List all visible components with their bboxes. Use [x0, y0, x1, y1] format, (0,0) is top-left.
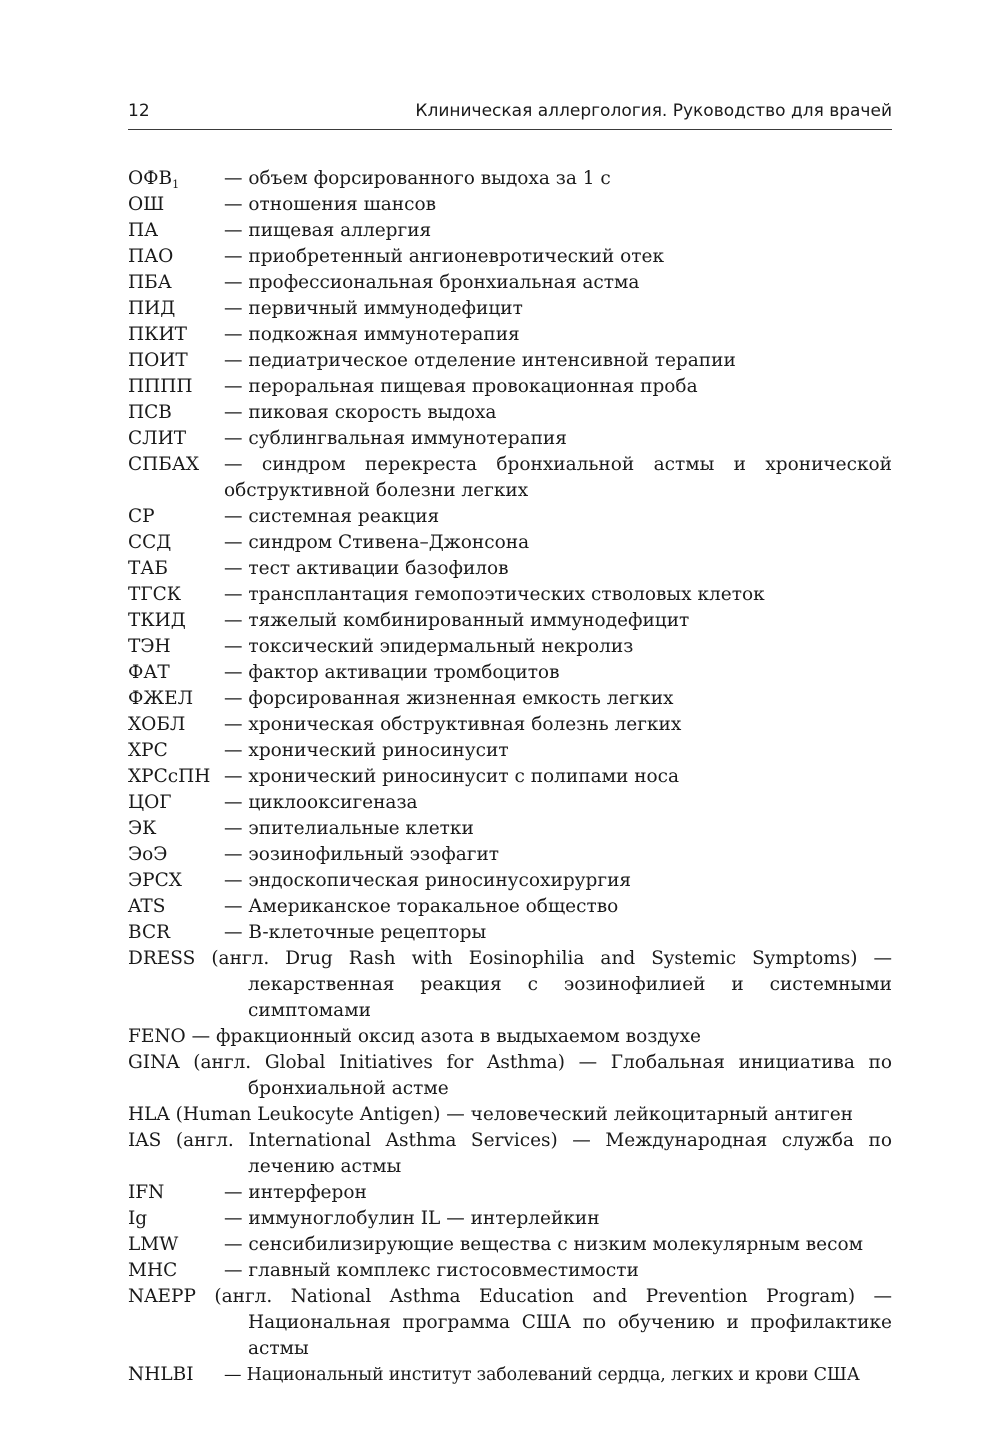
abbreviation: $ОФВ_1$	[128, 168, 180, 191]
abbreviation: ХОБЛ	[128, 714, 186, 735]
definition: — педиатрическое отделение интенсивной терапии	[224, 350, 736, 371]
abbreviation-entry	[128, 426, 892, 452]
abbreviation: ХРСсПН	[128, 766, 211, 787]
definition: — пероральная пищевая провокационная проба	[224, 376, 698, 397]
abbreviation-entry	[128, 1180, 892, 1206]
definition: — сублингвальная иммунотерапия	[224, 428, 567, 449]
abbreviation-entry	[128, 1232, 892, 1258]
definition: — Американское торакальное общество	[224, 896, 619, 917]
abbreviation-entry	[128, 894, 892, 920]
abbreviation-entry	[128, 400, 892, 426]
abbreviation-entry	[128, 686, 892, 712]
abbreviation: BCR	[128, 922, 171, 943]
definition: — токсический эпидермальный некролиз	[224, 636, 634, 657]
abbreviation: ПАО	[128, 246, 174, 267]
abbreviation: ПКИТ	[128, 324, 187, 345]
definition: — хронический риносинусит с полипами носа	[224, 766, 680, 787]
abbreviation-entry-long: HLA (Human Leukocyte Antigen) — человеческий лейкоцитарный антиген	[128, 1104, 853, 1125]
abbreviation: Ig	[128, 1208, 148, 1229]
abbreviation-entry	[128, 868, 892, 894]
abbreviation-entry	[128, 270, 892, 296]
abbreviation: ПОИТ	[128, 350, 188, 371]
abbreviation-entry-long: DRESS (англ. Drug Rash with Eosinophilia and Systemic Symptoms) — лекарственная реакция с эозинофилией и системными симптомами	[128, 948, 892, 1021]
definition: — синдром перекреста бронхиальной астмы и хронической обструктивной болезни легких	[224, 454, 892, 501]
definition: — первичный иммунодефицит	[224, 298, 523, 319]
abbreviation-entry-long: IAS (англ. International Asthma Services) — Международная служба по лечению астмы	[128, 1130, 892, 1177]
abbreviation: ОШ	[128, 194, 165, 215]
definition: — эндоскопическая риносинусохирургия	[224, 870, 632, 891]
page-number: 12	[128, 101, 150, 121]
definition: — тест активации базофилов	[224, 558, 509, 579]
abbreviation-entry	[128, 1258, 892, 1284]
abbreviation: ЭоЭ	[128, 844, 168, 865]
abbreviation: СПБАХ	[128, 454, 200, 475]
abbreviation: ЭК	[128, 818, 157, 839]
definition: — объем форсированного выдоха за 1 с	[224, 168, 611, 189]
abbreviation-entry	[128, 322, 892, 348]
abbreviation-entry	[128, 452, 892, 504]
abbreviation: ПБА	[128, 272, 172, 293]
abbreviation: ТГСК	[128, 584, 182, 605]
definition: — Национальный институт заболеваний сердца, легких и крови США	[224, 1365, 860, 1385]
definition: — циклооксигеназа	[224, 792, 418, 813]
abbreviation-entry	[128, 296, 892, 322]
abbreviation-entry	[128, 530, 892, 556]
definition: — пиковая скорость выдоха	[224, 402, 497, 423]
running-head	[128, 99, 892, 130]
abbreviation-entry-long: NAEPP (англ. National Asthma Education and Prevention Program) — Национальная программа США по обучению и профилактике астмы	[128, 1286, 892, 1359]
definition: — сенсибилизирующие вещества с низким молекулярным весом	[224, 1234, 863, 1255]
abbreviation-entry	[128, 374, 892, 400]
abbreviation: ПИД	[128, 298, 176, 319]
abbreviation: ПА	[128, 220, 159, 241]
abbreviation-entry	[128, 192, 892, 218]
abbreviation-entry	[128, 244, 892, 270]
abbreviation-entry	[128, 348, 892, 374]
subscript: 1	[172, 178, 180, 191]
abbreviation-entry	[128, 634, 892, 660]
abbreviation-entry	[128, 582, 892, 608]
abbreviation-list	[128, 166, 892, 1388]
abbreviation: ПСВ	[128, 402, 172, 423]
abbreviation: ТЭН	[128, 636, 171, 657]
abbreviation-entry	[128, 660, 892, 686]
definition: — эпителиальные клетки	[224, 818, 474, 839]
abbreviation: LMW	[128, 1234, 179, 1255]
abbreviation: ТАБ	[128, 558, 168, 579]
definition: — хроническая обструктивная болезнь легких	[224, 714, 682, 735]
definition: — трансплантация гемопоэтических стволовых клеток	[224, 584, 765, 605]
abbreviation-entry	[128, 764, 892, 790]
abbreviation: ATS	[128, 896, 166, 917]
abbreviation: ССД	[128, 532, 172, 553]
abbreviation: ПППП	[128, 376, 193, 397]
abbreviation: NHLBI	[128, 1364, 194, 1385]
abbreviation: СР	[128, 506, 155, 527]
abbreviation: ФЖЕЛ	[128, 688, 194, 709]
abbreviation-entry	[128, 218, 892, 244]
definition: — пищевая аллергия	[224, 220, 432, 241]
definition: — иммуноглобулин IL — интерлейкин	[224, 1208, 600, 1229]
abbreviation: ХРС	[128, 740, 168, 761]
abbreviation-entry	[128, 712, 892, 738]
definition: — хронический риносинусит	[224, 740, 509, 761]
abbreviation-entry	[128, 1206, 892, 1232]
definition: — интерферон	[224, 1182, 367, 1203]
abbreviation: ФАТ	[128, 662, 170, 683]
abbreviation: СЛИТ	[128, 428, 187, 449]
abbreviation-entry	[128, 738, 892, 764]
abbreviation-entry	[128, 842, 892, 868]
abbreviation-entry	[128, 1362, 892, 1388]
definition: — профессиональная бронхиальная астма	[224, 272, 640, 293]
abbreviation-entry	[128, 166, 892, 192]
abbreviation: IFN	[128, 1182, 165, 1203]
abbreviation-entry	[128, 608, 892, 634]
definition: — форсированная жизненная емкость легких	[224, 688, 674, 709]
definition: — эозинофильный эзофагит	[224, 844, 500, 865]
abbreviation-entry	[128, 790, 892, 816]
abbreviation-entry-long: FENO — фракционный оксид азота в выдыхаемом воздухе	[128, 1026, 701, 1047]
abbreviation-entry	[128, 920, 892, 946]
definition: — синдром Стивена–Джонсона	[224, 532, 530, 553]
definition: — фактор активации тромбоцитов	[224, 662, 560, 683]
abbreviation: ТКИД	[128, 610, 186, 631]
abbreviation-entry	[128, 556, 892, 582]
abbreviation-entry-long: GINA (англ. Global Initiatives for Asthma) — Глобальная инициатива по бронхиальной астме	[128, 1052, 892, 1099]
definition: — главный комплекс гистосовместимости	[224, 1260, 639, 1281]
definition: — подкожная иммунотерапия	[224, 324, 520, 345]
abbreviation-entry	[128, 504, 892, 530]
abbreviation: MHC	[128, 1260, 178, 1281]
definition: — B-клеточные рецепторы	[224, 922, 487, 943]
abbreviation-entry	[128, 816, 892, 842]
abbreviation: ЦОГ	[128, 792, 172, 813]
definition: — приобретенный ангионевротический отек	[224, 246, 665, 267]
definition: — отношения шансов	[224, 194, 437, 215]
definition: — системная реакция	[224, 506, 440, 527]
abbreviation: ЭРСХ	[128, 870, 182, 891]
definition: — тяжелый комбинированный иммунодефицит	[224, 610, 690, 631]
book-title: Клиническая аллергология. Руководство для врачей	[415, 101, 892, 121]
